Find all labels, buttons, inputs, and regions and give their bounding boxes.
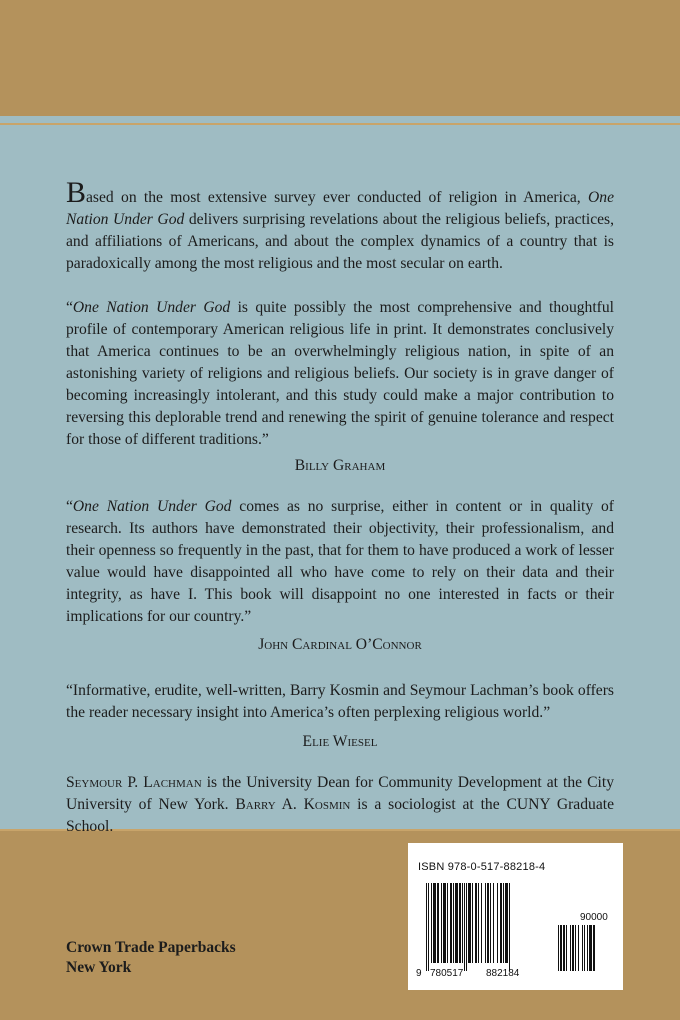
barcode-bar: [570, 925, 571, 971]
bio-name-1: Seymour P. Lachman: [66, 774, 202, 791]
barcode-digit-lead: 9: [416, 968, 422, 979]
book-description: [66, 176, 615, 275]
bio-text-2: is a sociologist at the CUNY Graduate School.: [66, 796, 615, 835]
barcode-bar: [503, 883, 504, 963]
description-text-2: delivers surprising revelations about the religious beliefs, practices, and affiliations of Americans, and about the complex dynamics of a country that is paradoxically among the most religious and the most secular on earth.: [66, 211, 615, 272]
barcode-bar: [441, 883, 442, 963]
barcode-bar: [509, 883, 510, 971]
addon-bars: [558, 925, 595, 971]
barcode-panel: [408, 843, 623, 990]
publisher-imprint: [66, 938, 236, 978]
barcode-bar: [468, 883, 471, 963]
barcode-bar: [462, 883, 463, 963]
barcode-bar: [478, 883, 479, 963]
barcode-bar: [450, 883, 452, 963]
publisher-city: New York: [66, 959, 132, 976]
quote-3-body: “Informative, erudite, well-written, Barry Kosmin and Seymour Lachman’s book offers the reader necessary insight into America’s often perplexing religious world.”: [66, 682, 614, 721]
barcode-bar: [493, 883, 494, 963]
barcode-icon: [408, 843, 623, 990]
drop-cap: B: [66, 176, 87, 209]
quote-1-open: “: [66, 299, 73, 316]
barcode-bar: [584, 925, 585, 971]
barcode-bar: [481, 883, 482, 963]
barcode-bar: [575, 925, 576, 971]
barcode-bar: [485, 883, 486, 963]
quote-3: [66, 680, 614, 724]
quote-2-author: John Cardinal O’Connor: [258, 636, 422, 653]
barcode-bar: [490, 883, 491, 963]
description-book-title: One Nation Under God: [66, 189, 614, 228]
quote-3-author: Elie Wiesel: [302, 733, 378, 750]
quote-1-author: Billy Graham: [294, 457, 386, 474]
barcode-bar: [447, 883, 448, 963]
barcode-bar: [443, 883, 446, 963]
author-bio: [66, 772, 614, 838]
barcode-bar: [582, 925, 583, 971]
barcode-addon-digits: 90000: [580, 912, 608, 923]
quote-2-title: One Nation Under God: [72, 498, 232, 515]
publisher-name: Crown Trade Paperbacks: [66, 939, 236, 956]
barcode-bar: [593, 925, 595, 971]
barcode-bar: [558, 925, 559, 971]
top-gold-band: [0, 0, 680, 116]
barcode-bar: [572, 925, 574, 971]
barcode-digits-left: 780517: [430, 968, 464, 979]
quote-2-body: comes as no surprise, either in content or in quality of research. Its authors have demonstrated their objectivity, their professionalism, and their openness so frequently in the past, that for them to have produced a work of lesser value would have disappointed all who have come to rely on their data and their integrity, as have I. This book will disappoint no one interested in facts or their implications for our country.”: [66, 498, 614, 625]
barcode-bar: [466, 883, 467, 971]
barcode-bar: [433, 883, 436, 963]
barcode-bar: [464, 883, 465, 971]
bio-name-2: Barry A. Kosmin: [235, 796, 351, 813]
barcode-bar: [563, 925, 565, 971]
barcode-bar: [589, 925, 592, 971]
ean13-bars: [426, 883, 510, 971]
barcode-bar: [500, 883, 502, 963]
barcode-bar: [472, 883, 473, 963]
barcode-bar: [566, 925, 567, 971]
bio-text-1: is the University Dean for Community Development at the City University of New York.: [66, 774, 614, 813]
barcode-bar: [475, 883, 477, 963]
barcode-bar: [453, 883, 454, 963]
barcode-digits-right: 882184: [486, 968, 520, 979]
quote-1: [66, 297, 614, 451]
barcode-bar: [560, 925, 562, 971]
top-gold-rule: [0, 123, 680, 125]
barcode-bar: [431, 883, 432, 963]
quote-1-body: is quite possibly the most comprehensive and thoughtful profile of contemporary American religious life in print. It demonstrates conclusively that America continues to be an overwhelmingly religious nation, in spite of an astonishing variety of religions and religious beliefs. Our society is in grave danger of becoming increasingly intolerant, and this study could make a major contribution to reversing this deplorable trend and renewing the spirit of genuine tolerance and respect for those of different traditions.”: [66, 299, 614, 448]
quote-2-open: “: [66, 498, 73, 515]
barcode-bar: [437, 883, 439, 963]
barcode-bar: [426, 883, 427, 971]
quote-2: [66, 496, 614, 628]
barcode-bar: [587, 925, 588, 971]
barcode-bar: [428, 883, 429, 971]
description-text-1: ased on the most extensive survey ever conducted of religion in America,: [86, 189, 581, 206]
barcode-bar: [459, 883, 461, 963]
barcode-bar: [497, 883, 498, 963]
barcode-bar: [578, 925, 579, 971]
quote-1-title: One Nation Under God: [72, 299, 231, 316]
barcode-bar: [487, 883, 489, 963]
barcode-bar: [505, 883, 508, 963]
barcode-bar: [455, 883, 458, 963]
isbn-label: ISBN 978-0-517-88218-4: [418, 861, 546, 873]
